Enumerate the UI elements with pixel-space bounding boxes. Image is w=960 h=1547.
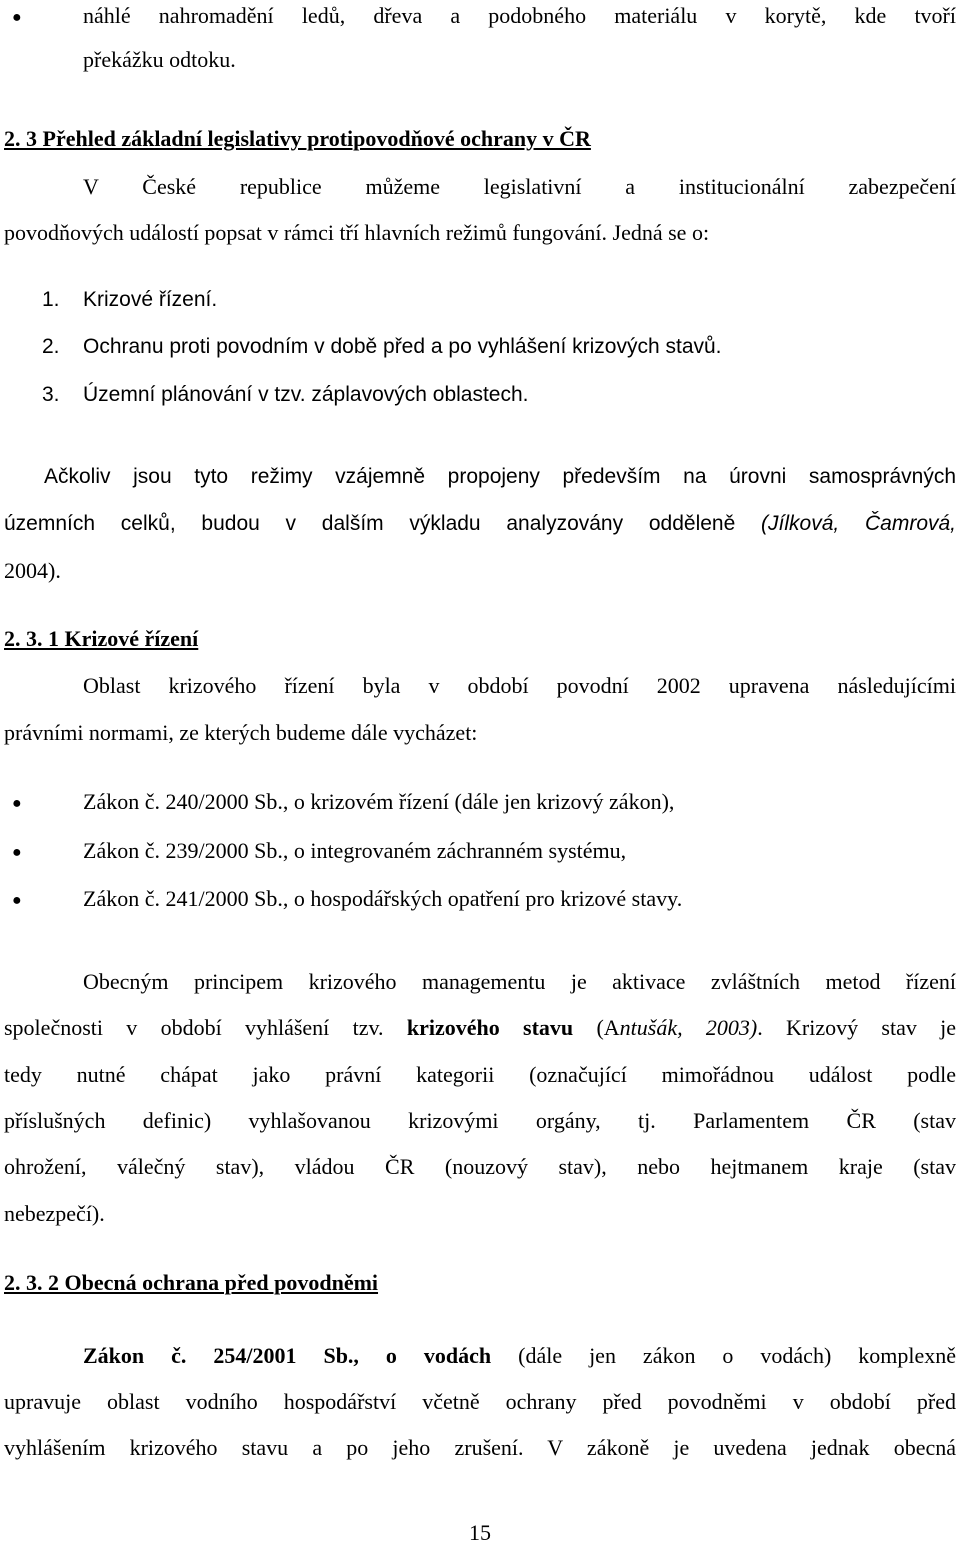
bullet-icon: ● <box>12 844 22 861</box>
section-heading-2-3-1: 2. 3. 1 Krizové řízení <box>4 626 199 651</box>
list-text: Krizové řízení. <box>83 288 218 311</box>
list-text: Územní plánování v tzv. záplavových oblastech. <box>83 383 529 406</box>
law-description: , o hospodářských opatření pro krizové stavy. <box>282 886 683 911</box>
paragraph-line: příslušných definic) vyhlašovanou krizovými orgány, tj. Parlamentem ČR (stav <box>4 1108 956 1133</box>
section-heading-2-3: 2. 3 Přehled základní legislativy protipovodňové ochrany v ČR <box>4 126 591 151</box>
list-number: 3. <box>42 383 60 406</box>
paragraph-line <box>4 1014 956 1042</box>
paragraph-text: územních celků, budou v dalším výkladu analyzovány odděleně <box>4 512 736 535</box>
bullet-item <box>0 837 956 865</box>
section-heading-2-3-2: 2. 3. 2 Obecná ochrana před povodněmi <box>4 1270 379 1295</box>
citation: (Antušák, 2003). Krizový stav je <box>596 1015 956 1040</box>
paragraph-line: nebezpečí). <box>4 1201 105 1226</box>
paragraph-line: 2004). <box>4 558 61 583</box>
bullet-text-line: překážku odtoku. <box>83 47 236 72</box>
law-name: Zákon č. 239/2000 Sb. <box>83 838 283 863</box>
paragraph-line: V České republice můžeme legislativní a institucionální zabezpečení <box>83 174 956 199</box>
law-description: , o integrovaném záchranném systému, <box>282 838 627 863</box>
paragraph-text: společnosti v období vyhlášení tzv. <box>4 1015 384 1040</box>
bullet-icon: ● <box>12 9 22 26</box>
paragraph-line: povodňových událostí popsat v rámci tří hlavních režimů fungování. Jedná se o: <box>4 220 710 245</box>
paragraph-line: právními normami, ze kterých budeme dále vycházet: <box>4 720 478 745</box>
paragraph-line: Oblast krizového řízení byla v období povodní 2002 upravena následujícími <box>83 673 956 698</box>
bullet-text-line: náhlé nahromadění ledů, dřeva a podobného materiálu v korytě, kde tvoří <box>83 3 956 28</box>
page-number: 15 <box>469 1520 491 1545</box>
bold-term: krizového stavu <box>406 1015 574 1040</box>
list-item <box>42 381 960 409</box>
bullet-item <box>0 2 956 30</box>
paragraph-line: ohrožení, válečný stav), vládou ČR (nouzový stav), nebo hejtmanem kraje (stav <box>4 1154 956 1179</box>
law-name: Zákon č. 254/2001 Sb., o vodách <box>83 1343 492 1368</box>
paragraph-line: tedy nutné chápat jako právní kategorii (označující mimořádnou událost podle <box>4 1062 956 1087</box>
list-item <box>42 333 960 361</box>
paragraph-line: Obecným principem krizového managementu je aktivace zvláštních metod řízení <box>83 969 956 994</box>
list-item <box>42 286 960 314</box>
bullet-item <box>0 885 956 913</box>
list-number: 1. <box>42 288 60 311</box>
citation: (Jílková, Čamrová, <box>761 512 956 535</box>
paragraph-line: Ačkoliv jsou tyto režimy vzájemně propojeny především na úrovni samosprávných <box>44 465 956 488</box>
law-name: Zákon č. 240/2000 Sb. <box>83 789 283 814</box>
paragraph-line: upravuje oblast vodního hospodářství včetně ochrany před povodněmi v období před <box>4 1389 956 1414</box>
bullet-icon: ● <box>12 795 22 812</box>
paragraph-text: (dále jen zákon o vodách) komplexně <box>491 1343 956 1368</box>
law-name: Zákon č. 241/2000 Sb. <box>83 886 283 911</box>
bullet-item <box>0 788 956 816</box>
list-text: Ochranu proti povodním v době před a po vyhlášení krizových stavů. <box>83 335 722 358</box>
bullet-icon: ● <box>12 892 22 909</box>
list-number: 2. <box>42 335 60 358</box>
law-description: , o krizovém řízení (dále jen krizový zákon), <box>282 789 675 814</box>
paragraph-line <box>83 1342 956 1370</box>
paragraph-line: vyhlášením krizového stavu a po jeho zrušení. V zákoně je uvedena jednak obecná <box>4 1435 956 1460</box>
paragraph-line <box>4 510 956 538</box>
